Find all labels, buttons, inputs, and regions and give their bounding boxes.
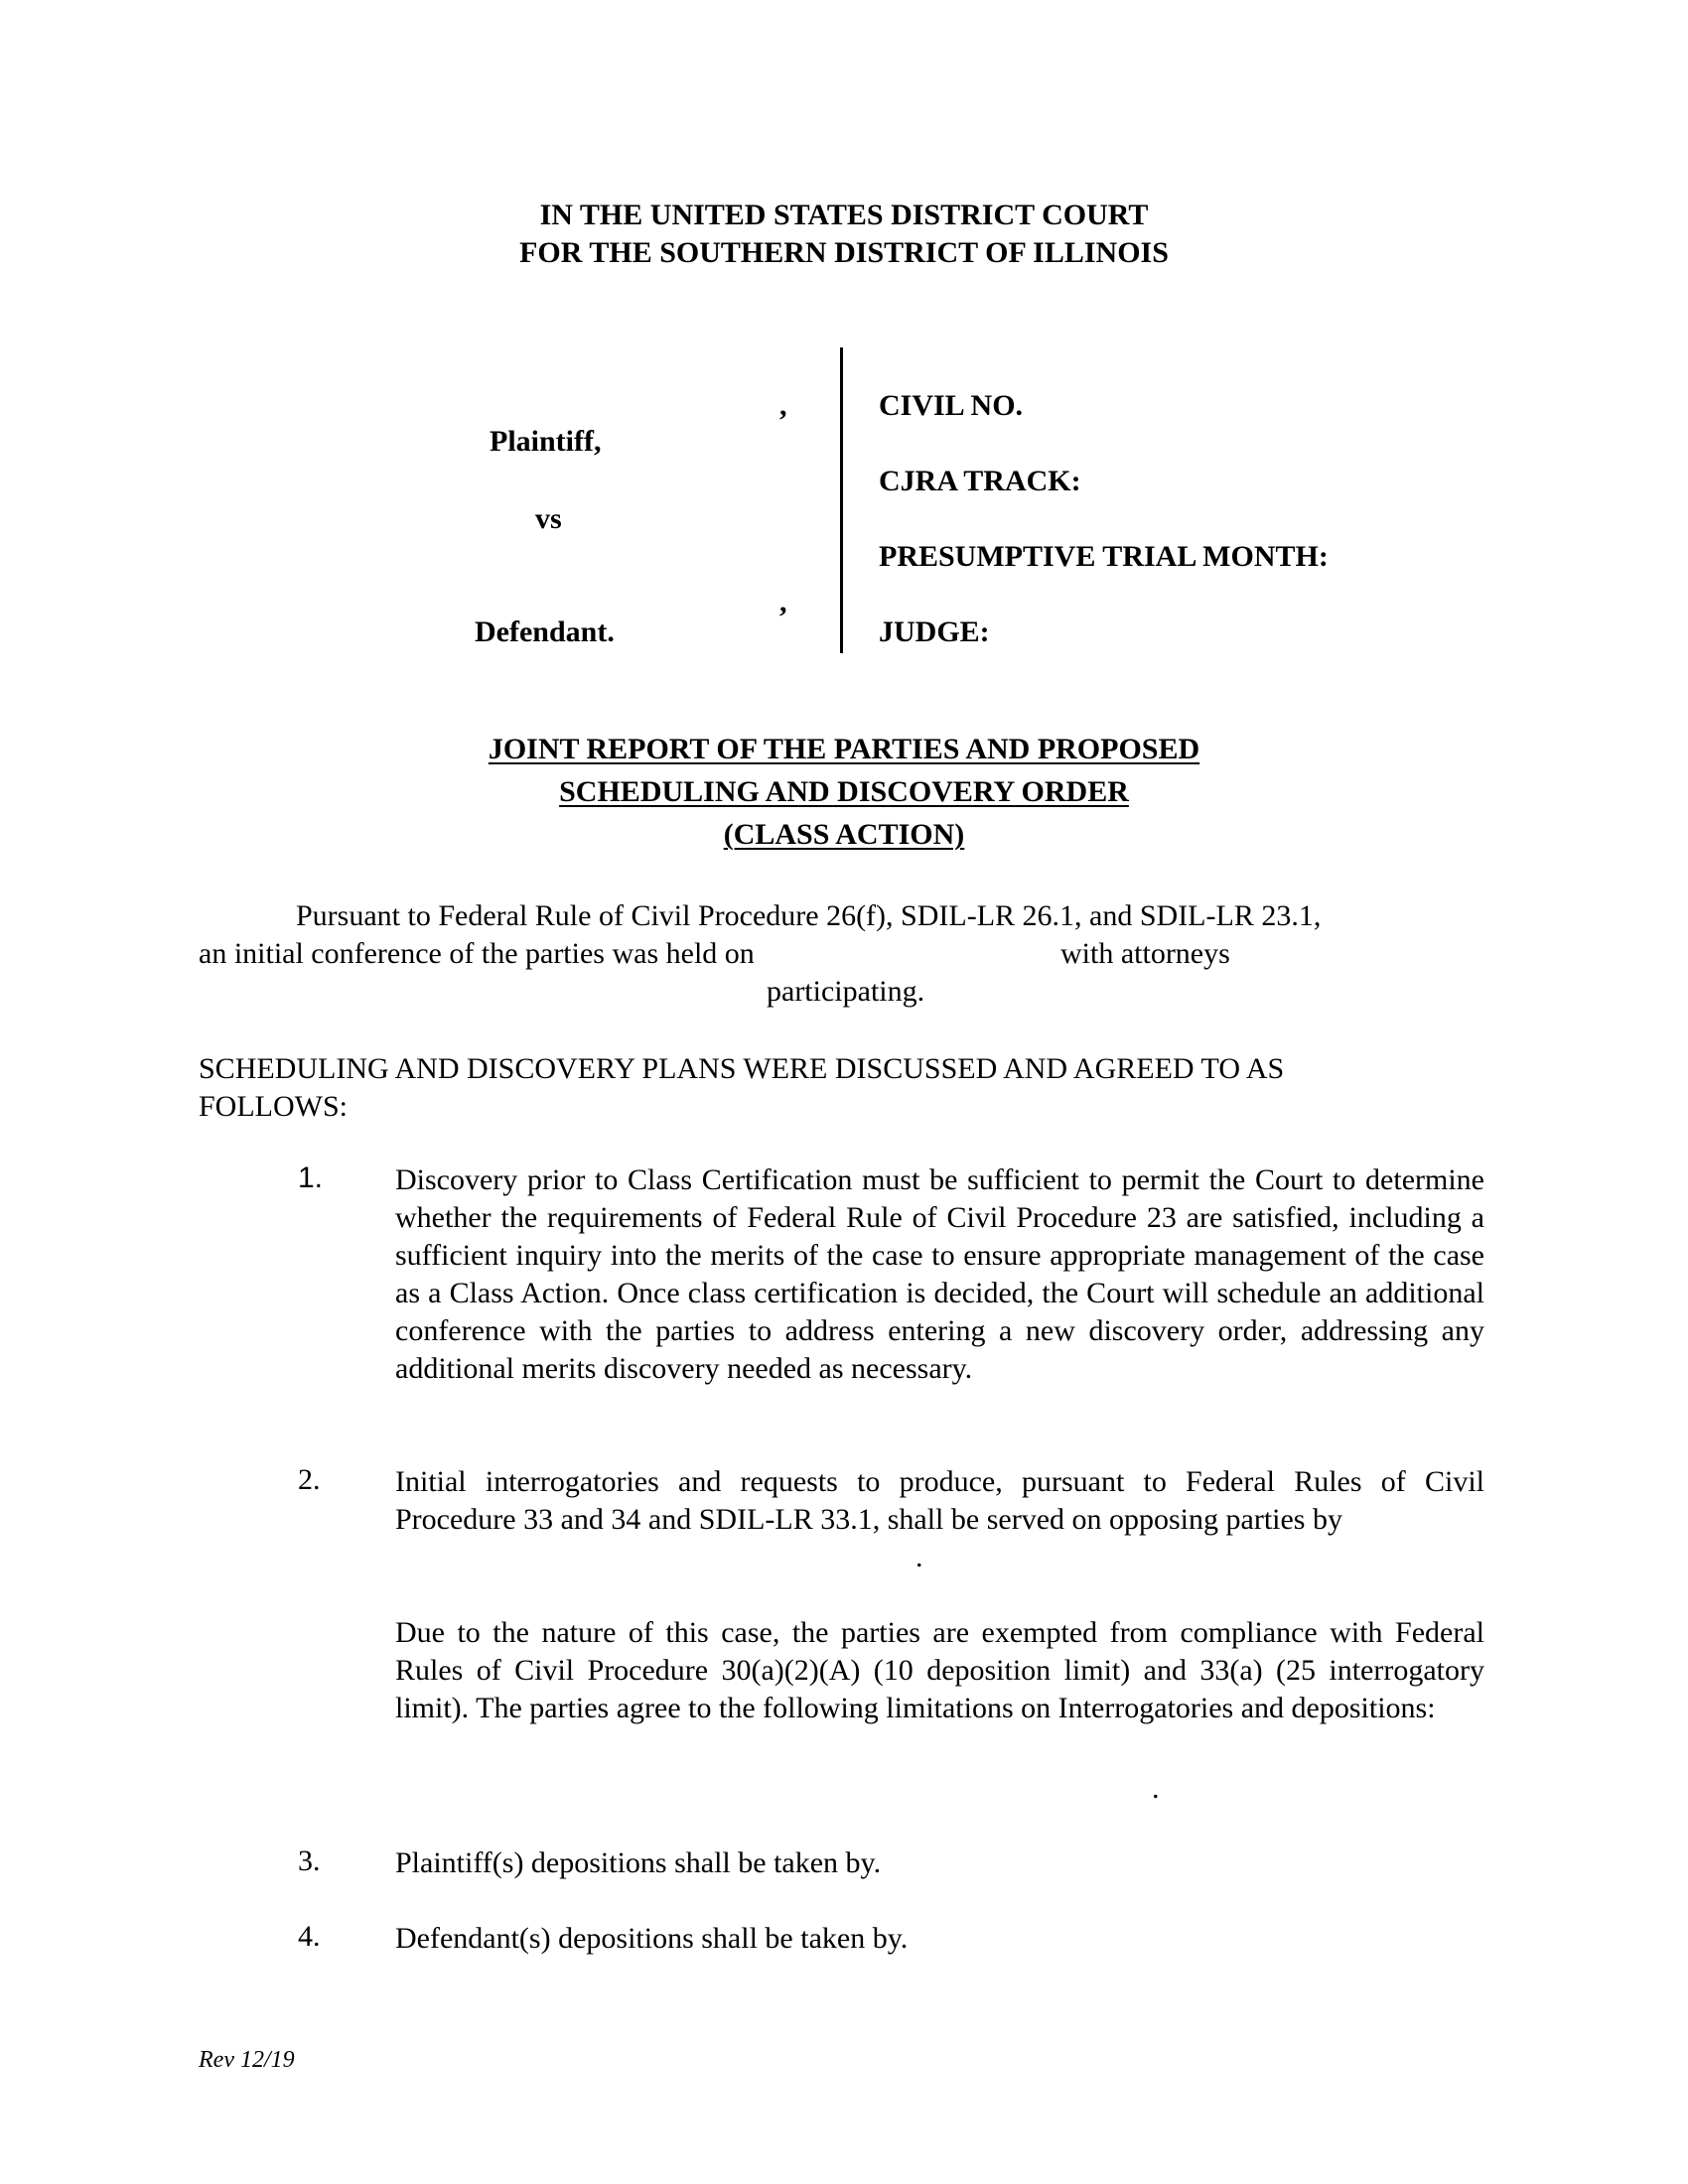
court-name-line2: FOR THE SOUTHERN DISTRICT OF ILLINOIS	[519, 236, 1169, 269]
caption-comma-top: ,	[779, 389, 787, 422]
item-3-number: 3.	[298, 1844, 321, 1877]
item-3-text: Plaintiff(s) depositions shall be taken by.	[395, 1846, 882, 1879]
item-2-number: 2.	[298, 1463, 321, 1496]
item-4-number: 4.	[298, 1920, 321, 1953]
intro-line2b: with attorneys	[1060, 937, 1230, 970]
civil-no-label: CIVIL NO.	[879, 389, 1024, 422]
item-2-text: Initial interrogatories and requests to produce, pursuant to Federal Rules of Civil Procedure 33 and 34 and SDIL-LR 33.1, shall be served on opposing parties by	[395, 1465, 1484, 1536]
item-4-text: Defendant(s) depositions shall be taken by.	[395, 1922, 909, 1955]
cjra-track-label: CJRA TRACK:	[879, 465, 1081, 497]
document-title-line2: SCHEDULING AND DISCOVERY ORDER	[559, 775, 1129, 808]
item-1-number: 1.	[298, 1161, 324, 1194]
item-1-text: Discovery prior to Class Certification must be sufficient to permit the Court to determine whether the requirements of Federal Rule of Civil Procedure 23 are satisfied, including a sufficient inquiry into the merits of the case to ensure appropriate management of the case as a Class Action. Once class certification is decided, the Court will schedule an additional conference with the parties to address entering a new discovery order, addressing any additional merits discovery needed as necessary.	[395, 1163, 1484, 1385]
defendant-label: Defendant.	[475, 615, 615, 648]
item-2-subtext: Due to the nature of this case, the parties are exempted from compliance with Federal Rules of Civil Procedure 30(a)(2)(A) (10 deposition limit) and 33(a) (25 interrogatory limit). The parties agree to the following limitations on Interrogatories and depositions:	[395, 1616, 1484, 1724]
section-heading-line2: FOLLOWS:	[199, 1090, 348, 1123]
vs-label: vs	[535, 502, 562, 535]
caption-comma-bottom: ,	[779, 586, 787, 618]
intro-line3: participating.	[767, 975, 925, 1008]
trial-month-label: PRESUMPTIVE TRIAL MONTH:	[879, 540, 1329, 573]
judge-label: JUDGE:	[879, 615, 990, 648]
document-title-line1: JOINT REPORT OF THE PARTIES AND PROPOSED	[488, 733, 1200, 765]
item-2-period2: .	[1152, 1772, 1160, 1805]
court-name-line1: IN THE UNITED STATES DISTRICT COURT	[539, 199, 1149, 231]
section-heading-line1: SCHEDULING AND DISCOVERY PLANS WERE DISCUSSED AND AGREED TO AS	[199, 1052, 1285, 1085]
document-title-line3: (CLASS ACTION)	[723, 818, 965, 851]
intro-line2a: an initial conference of the parties was held on	[199, 937, 755, 970]
plaintiff-label: Plaintiff,	[490, 425, 602, 458]
item-2-period: .	[915, 1541, 923, 1573]
intro-line1: Pursuant to Federal Rule of Civil Procedure 26(f), SDIL-LR 26.1, and SDIL-LR 23.1,	[296, 899, 1322, 932]
caption-divider	[840, 347, 843, 653]
revision-label: Rev 12/19	[199, 2047, 295, 2073]
